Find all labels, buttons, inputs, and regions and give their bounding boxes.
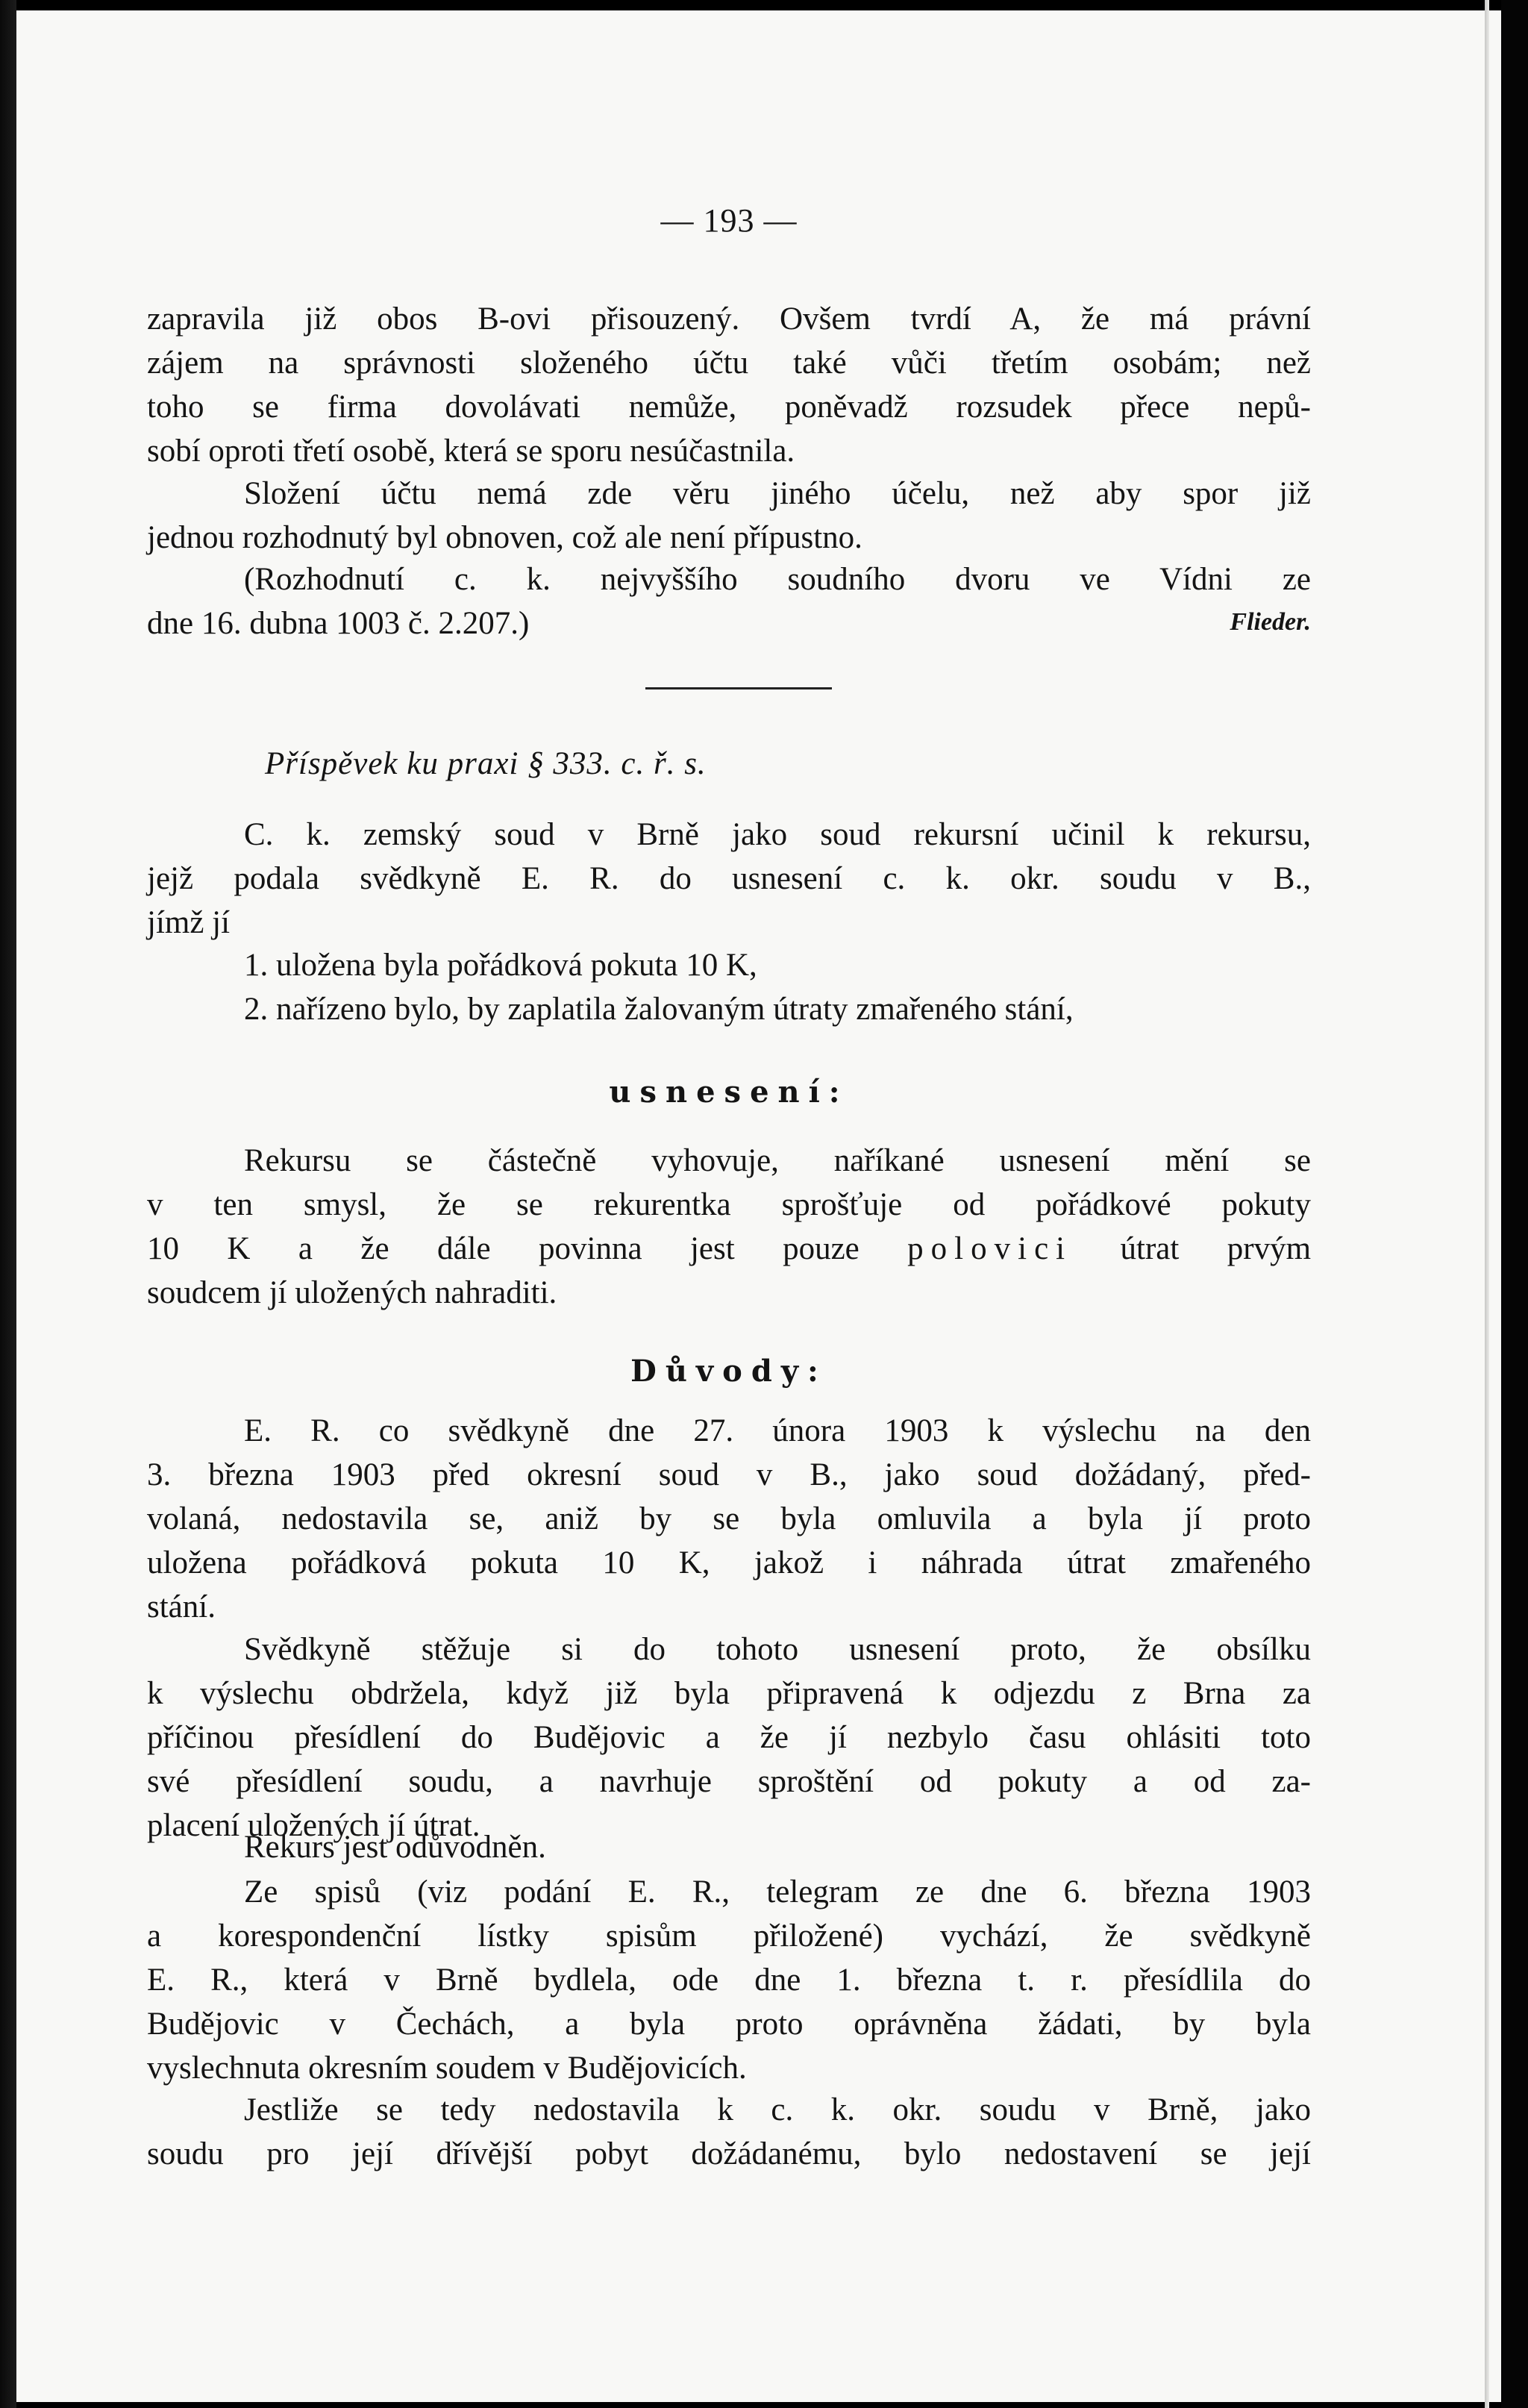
emphasized-word: polovici: [907, 1231, 1073, 1266]
text-line: 3. března 1903 před okresní soud v B., jako soud dožádaný, před-: [147, 1457, 1311, 1492]
book-page: [16, 10, 1501, 2402]
list-item: 2. nařízeno bylo, by zaplatila žalovaným útraty zmařeného stání,: [244, 992, 1074, 1027]
text-line: Svědkyně stěžuje si do tohoto usnesení proto, že obsílku: [244, 1632, 1311, 1667]
text-line: v ten smysl, že se rekurentka sprošťuje od pořádkové pokuty: [147, 1187, 1311, 1222]
text-line: zapravila již obos B-ovi přisouzený. Ovšem tvrdí A, že má právní: [147, 301, 1311, 337]
paragraph-account: [147, 472, 1311, 560]
paragraph-resolution: [147, 1139, 1311, 1315]
heading-duvody: Důvody:: [630, 1354, 827, 1389]
text-line: jednou rozhodnutý byl obnoven, což ale není přípustno.: [147, 520, 862, 555]
text-fragment: útrat prvým: [1120, 1231, 1312, 1266]
text-line: stání.: [147, 1589, 216, 1624]
paragraph-conclusion: [147, 2088, 1311, 2176]
text-line: Složení účtu nemá zde věru jiného účelu, než aby spor již: [244, 476, 1311, 511]
text-line: volaná, nedostavila se, aniž by se byla omluvila a byla jí proto: [147, 1501, 1311, 1536]
text-line: sobí oproti třetí osobě, která se sporu nesúčastnila.: [147, 434, 795, 469]
paragraph-justified: [147, 1825, 1311, 1869]
paragraph-court: [147, 813, 1311, 945]
text-line: uložena pořádková pokuta 10 K, jakož i náhrada útrat zmařeného: [147, 1545, 1311, 1580]
text-fragment: 10 K a že dále povinna jest pouze: [147, 1231, 860, 1266]
text-line: Jestliže se tedy nedostavila k c. k. okr. soudu v Brně, jako: [244, 2092, 1311, 2127]
text-line: Ze spisů (viz podání E. R., telegram ze dne 6. března 1903: [244, 1874, 1311, 1910]
text-line: dne 16. dubna 1003 č. 2.207.): [147, 606, 530, 641]
scan-right-border: [1501, 0, 1528, 2408]
text-line: Rekurs jest odůvodněn.: [244, 1830, 546, 1865]
author-signature: Flieder.: [1230, 608, 1311, 636]
text-line: a korespondenční lístky spisům přiložené) vychází, že svědkyně: [147, 1918, 1311, 1954]
text-line: placení uložených jí útrat.: [147, 1808, 480, 1843]
text-line: Budějovic v Čechách, a byla proto oprávněna žádati, by byla: [147, 2007, 1311, 2042]
text-line: soudcem jí uložených nahraditi.: [147, 1275, 557, 1310]
text-line: jímž jí: [147, 905, 231, 940]
text-line: [147, 1227, 1311, 1271]
page-edge: [1485, 0, 1489, 2408]
text-line: zájem na správnosti složeného účtu také vůči třetím osobám; než: [147, 345, 1311, 381]
text-line: vyslechnuta okresním soudem v Budějovicích.: [147, 2051, 747, 2086]
scan-left-border: [0, 0, 16, 2408]
text-line: své přesídlení soudu, a navrhuje sproštění od pokuty a od za-: [147, 1764, 1311, 1799]
numbered-list: [147, 943, 1311, 1031]
text-line: E. R. co svědkyně dne 27. února 1903 k výslechu na den: [244, 1413, 1311, 1448]
text-line: C. k. zemský soud v Brně jako soud rekursní učinil k rekursu,: [244, 817, 1311, 852]
paragraph-files: [147, 1870, 1311, 2090]
text-line: soudu pro její dřívější pobyt dožádanému, bylo nedostavení se její: [147, 2136, 1311, 2171]
list-item: 1. uložena byla pořádková pokuta 10 K,: [244, 948, 757, 983]
text-line: příčinou přesídlení do Budějovic a že jí nezbylo času ohlásiti toto: [147, 1720, 1311, 1755]
paragraph-complaint: [147, 1627, 1311, 1848]
heading-usneseni: usnesení:: [609, 1075, 849, 1110]
section-divider: [645, 687, 832, 689]
text-line: Rekursu se částečně vyhovuje, naříkané usnesení mění se: [244, 1143, 1311, 1178]
paragraph-witness: [147, 1409, 1311, 1629]
text-line: k výslechu obdržela, když již byla připravená k odjezdu z Brna za: [147, 1676, 1311, 1711]
text-line: E. R., která v Brně bydlela, ode dne 1. března t. r. přesídlila do: [147, 1963, 1311, 1998]
text-line: (Rozhodnutí c. k. nejvyššího soudního dvoru ve Vídni ze: [244, 562, 1311, 597]
paragraph-citation: [147, 557, 1311, 645]
text-line: jejž podala svědkyně E. R. do usnesení c. k. okr. soudu v B.,: [147, 861, 1311, 896]
section-title: Příspěvek ku praxi § 333. c. ř. s.: [265, 746, 707, 781]
paragraph-continuation: [147, 297, 1311, 473]
text-line: toho se firma dovolávati nemůže, poněvadž rozsudek přece nepů-: [147, 390, 1311, 425]
page-number: — 193 —: [660, 202, 798, 239]
